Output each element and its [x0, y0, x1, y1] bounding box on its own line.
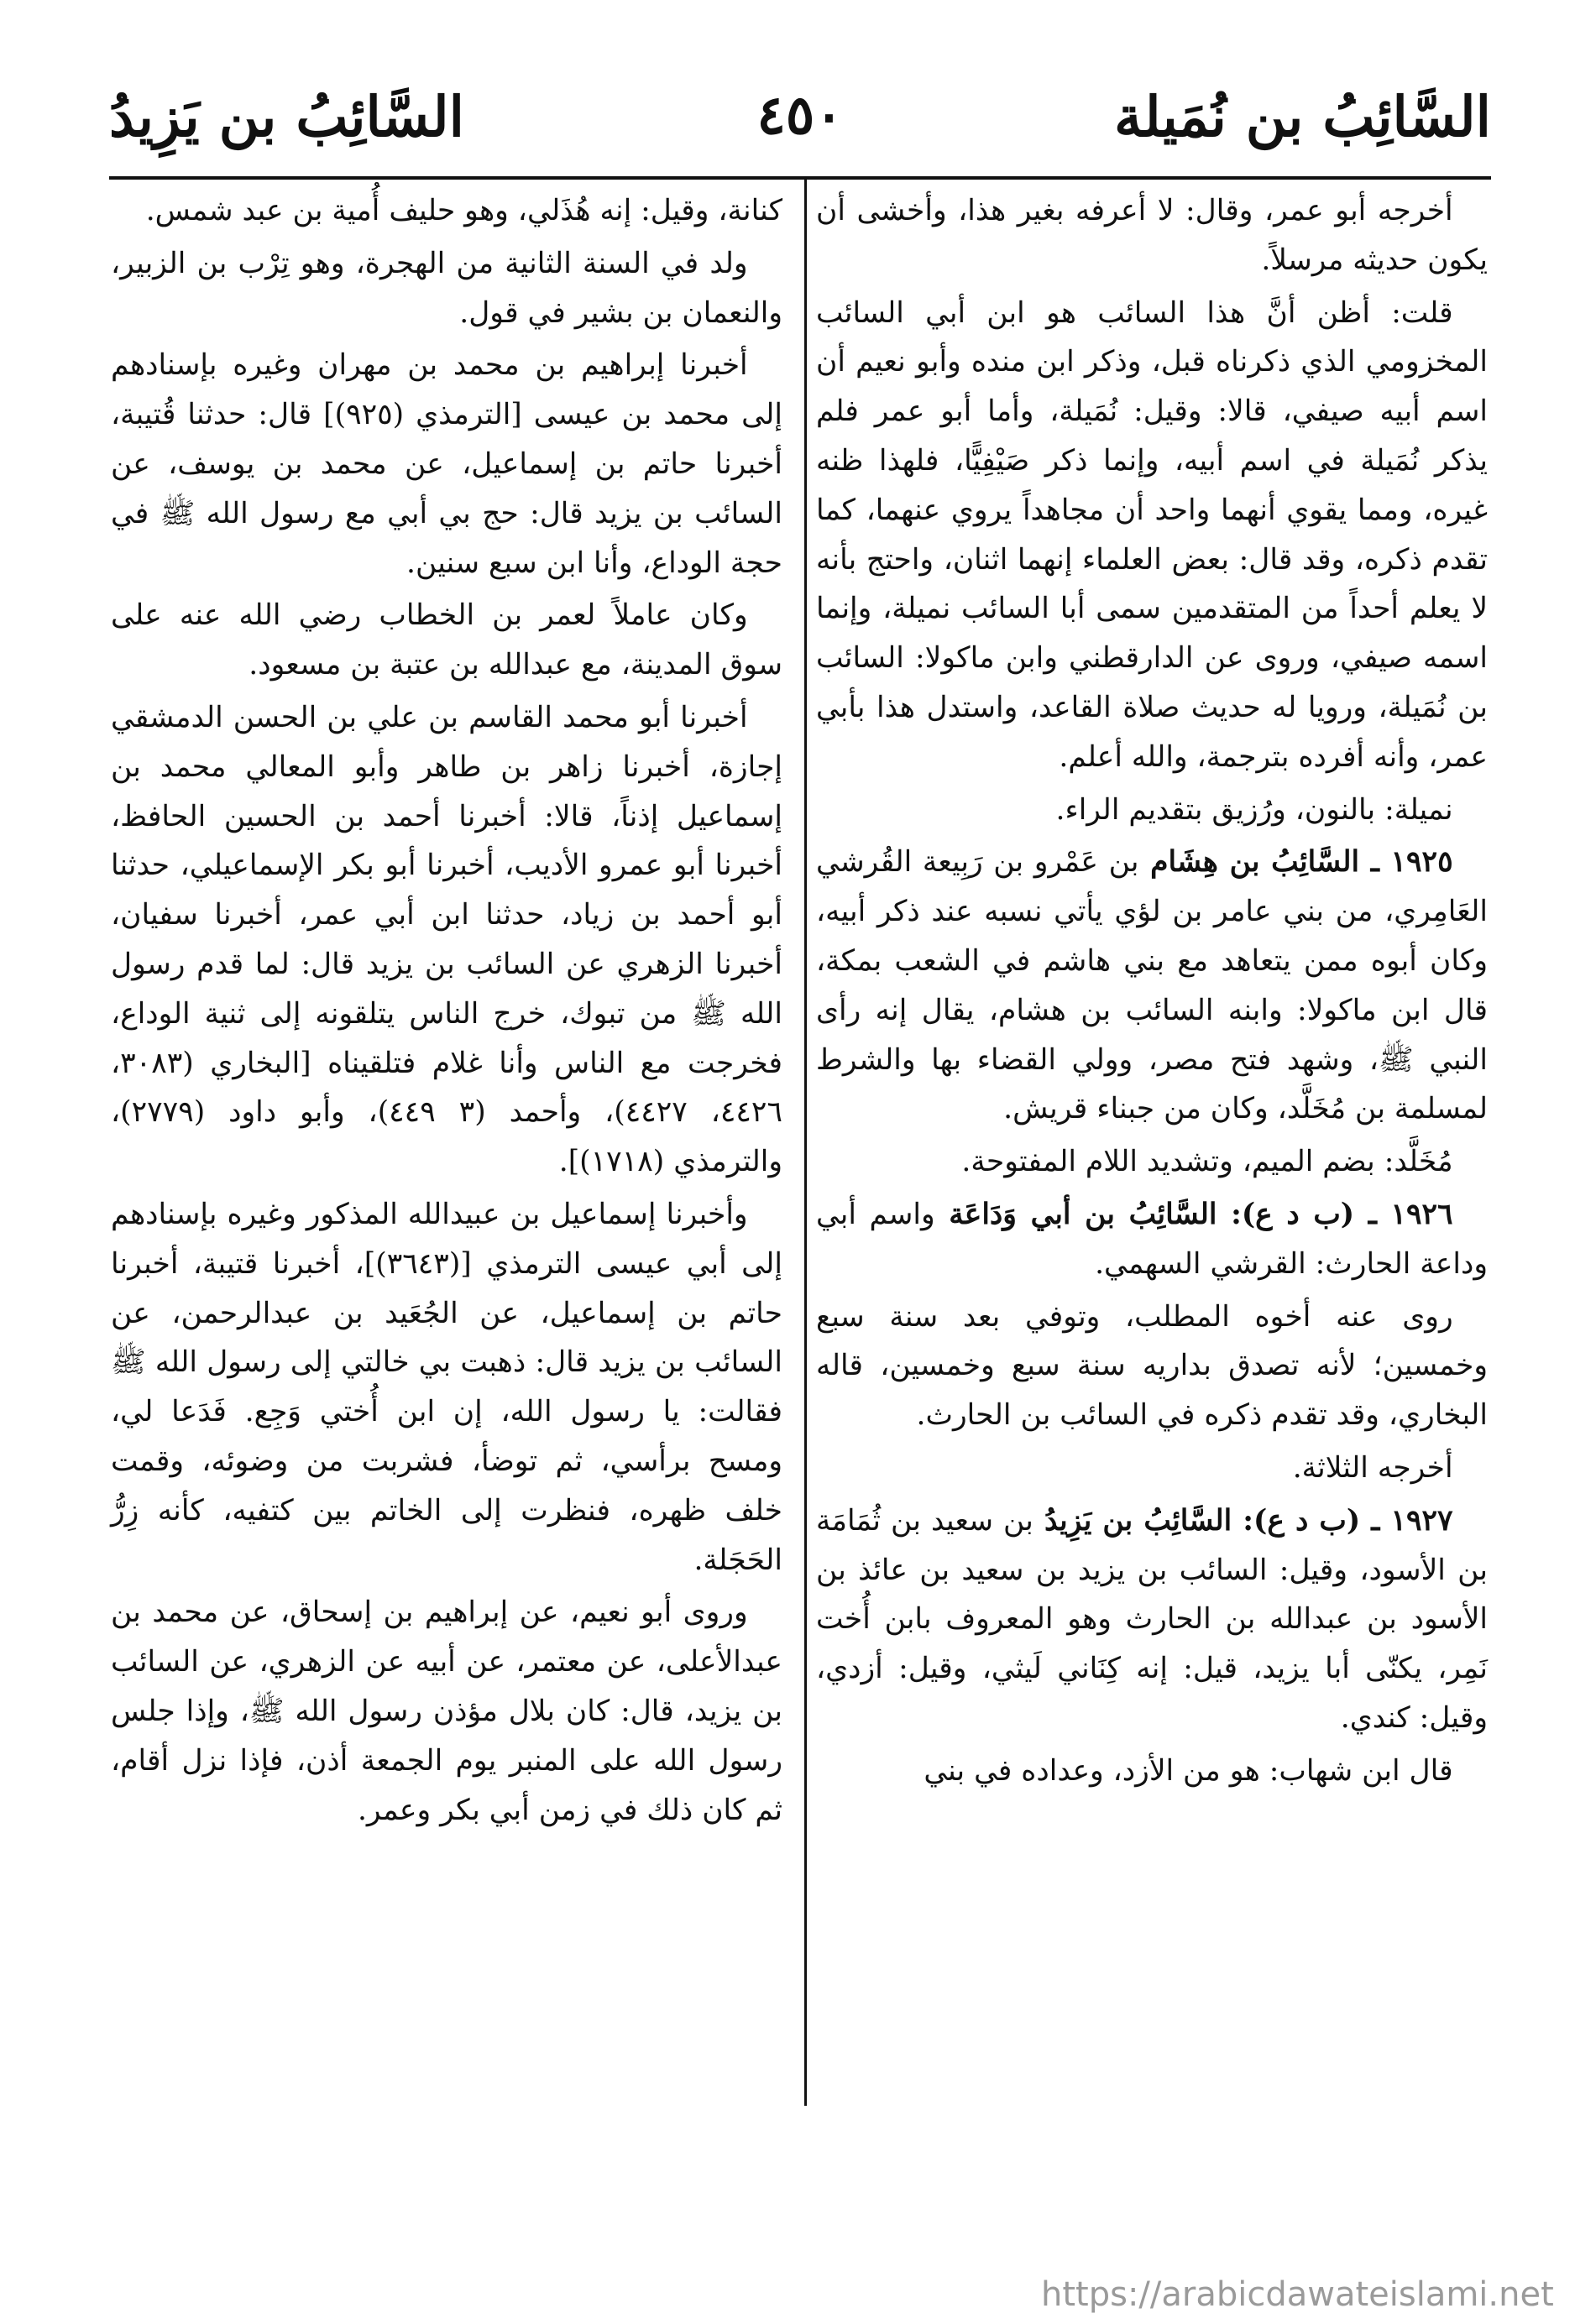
paragraph-text: أخبرنا إبراهيم بن محمد بن مهران وغيره بإسنادهم إلى محمد بن عيسى [الترمذي (٩٢٥)] قال: حدثنا قُتيبة، أخبرنا حاتم بن إسماعيل، عن محمد بن يوسف، عن السائب بن يزيد قال: حج بي أبي مع رسول الله ﷺ في حجة الوداع، وأنا ابن سبع سنين. [111, 348, 782, 580]
left-column [111, 186, 782, 1838]
paragraph-text: بن سعيد بن ثُمَامَة بن الأسود، وقيل: السائب بن يزيد بن سعيد بن عائذ بن الأسود بن عبدالله بن الحارث وهو المعروف بابن أُخت نَمِر، يكنّى أبا يزيد، قيل: إنه كِنَاني لَيثي، وقيل: أزدي، وقيل: كندي. [816, 1503, 1488, 1735]
entry-name: السَّائِبُ بن أبي وَدَاعَة [934, 1197, 1217, 1231]
paragraph-text: وكان عاملاً لعمر بن الخطاب رضي الله عنه على سوق المدينة، مع عبدالله بن عتبة بن مسعود. [111, 598, 782, 682]
page-header [109, 76, 1491, 168]
paragraph [111, 693, 782, 1187]
entry-name: السَّائِبُ بن يَزِيدُ [1033, 1503, 1232, 1538]
paragraph [111, 591, 782, 690]
paragraph [816, 1444, 1488, 1493]
page-number: ٤٥٠ [756, 84, 844, 147]
paragraph [816, 186, 1488, 285]
paragraph [816, 1293, 1488, 1440]
running-title-left: السَّائِبُ بن يَزِيدُ [109, 84, 464, 149]
paragraph-text: بن عَمْرو بن رَبِيعة القُرشي العَامِري، من بني عامر بن لؤي يأتي نسبه عند ذكر أبيه، وكان أبوه ممن يتعاهد مع بني هاشم في الشعب بمكة، قال ابن ماكولا: وابنه السائب بن هشام، يقال إنه رأى النبي ﷺ، وشهد فتح مصر، وولي القضاء بها والشرط لمسلمة بن مُخَلَّد، وكان من جبناء قريش. [816, 845, 1488, 1126]
paragraph [816, 1137, 1488, 1187]
header-rule [109, 176, 1491, 180]
paragraph [816, 1747, 1488, 1796]
paragraph-text: مُخَلَّد: بضم الميم، وتشديد اللام المفتوحة. [961, 1145, 1453, 1179]
column-divider [804, 180, 807, 2106]
entry-heading-paragraph [816, 1190, 1488, 1289]
paragraph-text: قلت: أظن أنَّ هذا السائب هو ابن أبي السائب المخزومي الذي ذكرناه قبل، وذكر ابن منده وأبو نعيم أن اسم أبيه صيفي، قالا: وقيل: نُمَيلة، وأما أبو عمر فلم يذكر نُمَيلة في اسم أبيه، وإنما ذكر صَيْفِيًّا، فلهذا ظنه غيره، ومما يقوي أنهما واحد أن مجاهداً يروي عنهما، كما تقدم ذكره، وقد قال: بعض العلماء إنهما اثنان، واحتج بأنه لا يعلم أحداً من المتقدمين سمى أبا السائب نميلة، وإنما اسمه صيفي، وروى عن الدارقطني وابن ماكولا: السائب بن نُمَيلة، ورويا له حديث صلاة القاعد، واستدل هذا بأبي عمر، وأنه أفرده بترجمة، والله أعلم. [816, 295, 1488, 774]
paragraph [816, 786, 1488, 835]
paragraph-text: أخبرنا أبو محمد القاسم بن علي بن الحسن الدمشقي إجازة، أخبرنا زاهر بن طاهر وأبو المعالي محمد بن إسماعيل إذناً، قالا: أخبرنا أحمد بن الحسين الحافظ، أخبرنا أبو عمرو الأديب، أخبرنا أبو بكر الإسماعيلي، حدثنا أبو أحمد بن زياد، حدثنا ابن أبي عمر، أخبرنا سفيان، أخبرنا الزهري عن السائب بن يزيد قال: لما قدم رسول الله ﷺ من تبوك، خرج الناس يتلقونه إلى ثنية الوداع، فخرجت مع الناس وأنا غلام فتلقيناه [البخاري (٣٠٨٣، ٤٤٢٦، ٤٤٢٧)، وأحمد (٣ ٤٤٩)، وأبو داود (٢٧٧٩)، والترمذي (١٧١٨)]. [111, 700, 782, 1179]
paragraph [111, 186, 782, 236]
paragraph [111, 239, 782, 338]
paragraph-text: روى عنه أخوه المطلب، وتوفي بعد سنة سبع وخمسين؛ لأنه تصدق بداريه سنة سبع وخمسين، قاله البخاري، وقد تقدم ذكره في السائب بن الحارث. [816, 1299, 1488, 1433]
paragraph-text: وأخبرنا إسماعيل بن عبيدالله المذكور وغيره بإسنادهم إلى أبي عيسى الترمذي [(٣٦٤٣)]، أخبرنا قتيبة، أخبرنا حاتم بن إسماعيل، عن الجُعَيد بن عبدالرحمن، عن السائب بن يزيد قال: ذهبت بي خالتي إلى رسول الله ﷺ فقالت: يا رسول الله، إن ابن أُختي وَجِع. فَدَعا لي، ومسح برأسي، ثم توضأ، فشربت من وضوئه، وقمت خلف ظهره، فنظرت إلى الخاتم بين كتفيه، كأنه زِرُّ الحَجَلة. [111, 1197, 782, 1577]
paragraph [111, 1588, 782, 1835]
entry-name: السَّائِبُ بن هِشَام [1138, 845, 1360, 880]
right-column [816, 186, 1488, 1799]
watermark-url: https://arabicdawateislami.net [1041, 2275, 1554, 2314]
running-title-right: السَّائِبُ بن نُمَيلة [1114, 84, 1491, 149]
paragraph [816, 289, 1488, 782]
entry-number: ١٩٢٦ ـ (ب د ع): [1217, 1197, 1453, 1231]
entry-heading-paragraph [816, 1496, 1488, 1743]
entry-number: ١٩٢٥ ـ [1359, 845, 1453, 880]
paragraph [111, 341, 782, 588]
paragraph-text: أخرجه الثلاثة. [1292, 1450, 1453, 1485]
paragraph-text: وروى أبو نعيم، عن إبراهيم بن إسحاق، عن محمد بن عبدالأعلى، عن معتمر، عن أبيه عن الزهري، عن السائب بن يزيد، قال: كان بلال مؤذن رسول الله ﷺ، وإذا جلس رسول الله على المنبر يوم الجمعة أذن، فإذا نزل أقام، ثم كان ذلك في زمن أبي بكر وعمر. [111, 1595, 782, 1827]
paragraph-text: واسم أبي وداعة الحارث: القرشي السهمي. [816, 1197, 1488, 1281]
paragraph [111, 1190, 782, 1585]
entry-number: ١٩٢٧ ـ (ب د ع): [1232, 1503, 1453, 1538]
entry-heading-paragraph [816, 838, 1488, 1134]
paragraph-text: قال ابن شهاب: هو من الأزد، وعداده في بني [924, 1753, 1453, 1788]
paragraph-text: نميلة: بالنون، ورُزيق بتقديم الراء. [1055, 792, 1453, 827]
paragraph-text: كنانة، وقيل: إنه هُذَلي، وهو حليف أُمية بن عبد شمس. [145, 194, 782, 227]
paragraph-text: أخرجه أبو عمر، وقال: لا أعرفه بغير هذا، وأخشى أن يكون حديثه مرسلاً. [816, 194, 1488, 277]
paragraph-text: ولد في السنة الثانية من الهجرة، وهو تِرْب بن الزبير، والنعمان بن بشير في قول. [111, 246, 782, 330]
